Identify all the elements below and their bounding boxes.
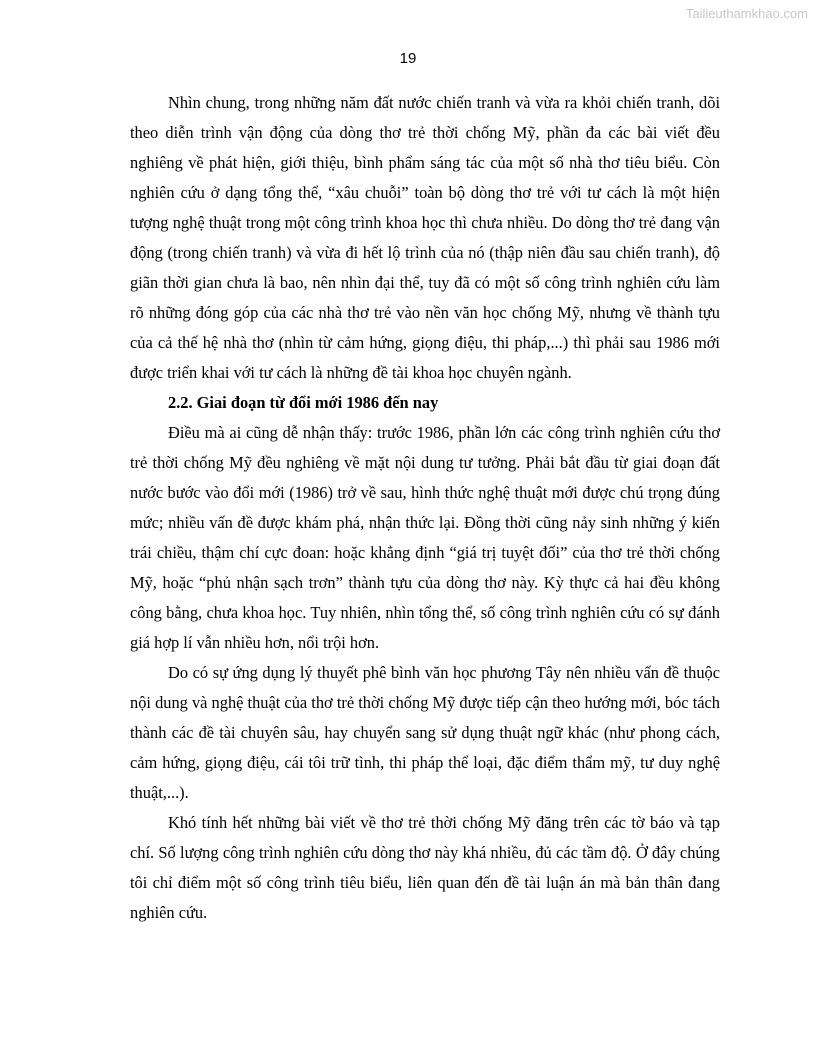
paragraph: Điều mà ai cũng dễ nhận thấy: trước 1986, phần lớn các công trình nghiên cứu thơ trẻ thời chống Mỹ đều nghiêng về mặt nội dung tư tưởng. Phải bắt đầu từ giai đoạn đất nước bước vào đổi mới (1986) trở về sau, hình thức nghệ thuật mới được chú trọng đúng mức; nhiều vấn đề được khám phá, nhận thức lại. Đồng thời cũng nảy sinh những ý kiến trái chiều, thậm chí cực đoan: hoặc khẳng định “giá trị tuyệt đối” của thơ trẻ thời chống Mỹ, hoặc “phủ nhận sạch trơn” thành tựu của dòng thơ này. Kỳ thực cả hai đều không công bằng, chưa khoa học. Tuy nhiên, nhìn tổng thể, số công trình nghiên cứu có sự đánh giá hợp lí vẫn nhiều hơn, nổi trội hơn. xyxy=(130,423,720,652)
watermark: Tailieuthamkhao.com xyxy=(685,6,808,21)
paragraph: Do có sự ứng dụng lý thuyết phê bình văn học phương Tây nên nhiều vấn đề thuộc nội dung và nghệ thuật của thơ trẻ thời chống Mỹ được tiếp cận theo hướng mới, bóc tách thành các đề tài chuyên sâu, hay chuyển sang sử dụng thuật ngữ khác (như phong cách, cảm hứng, giọng điệu, cái tôi trữ tình, thi pháp thể loại, đặc điểm thẩm mỹ, tư duy nghệ thuật,...). xyxy=(130,663,720,802)
document-body xyxy=(130,88,720,928)
paragraph: Khó tính hết những bài viết về thơ trẻ thời chống Mỹ đăng trên các tờ báo và tạp chí. Số lượng công trình nghiên cứu dòng thơ này khá nhiều, đủ các tầm độ. Ở đây chúng tôi chỉ điểm một số công trình tiêu biểu, liên quan đến đề tài luận án mà bản thân đang nghiên cứu. xyxy=(130,813,720,922)
section-heading: 2.2. Giai đoạn từ đổi mới 1986 đến nay xyxy=(168,393,439,412)
paragraph: Nhìn chung, trong những năm đất nước chiến tranh và vừa ra khỏi chiến tranh, dõi theo diễn trình vận động của dòng thơ trẻ thời chống Mỹ, phần đa các bài viết đều nghiêng về phát hiện, giới thiệu, bình phẩm sáng tác của một số nhà thơ tiêu biểu. Còn nghiên cứu ở dạng tổng thể, “xâu chuỗi” toàn bộ dòng thơ trẻ với tư cách là một hiện tượng nghệ thuật trong một công trình khoa học thì chưa nhiều. Do dòng thơ trẻ đang vận động (trong chiến tranh) và vừa đi hết lộ trình của nó (thập niên đầu sau chiến tranh), độ giãn thời gian chưa là bao, nên nhìn đại thể, tuy đã có một số công trình nghiên cứu làm rõ những đóng góp của các nhà thơ trẻ vào nền văn học chống Mỹ, nhưng về thành tựu của cả thế hệ nhà thơ (nhìn từ cảm hứng, giọng điệu, thi pháp,...) thì phải sau 1986 mới được triển khai với tư cách là những đề tài khoa học chuyên ngành. xyxy=(130,93,720,382)
page-number: 19 xyxy=(399,50,417,67)
